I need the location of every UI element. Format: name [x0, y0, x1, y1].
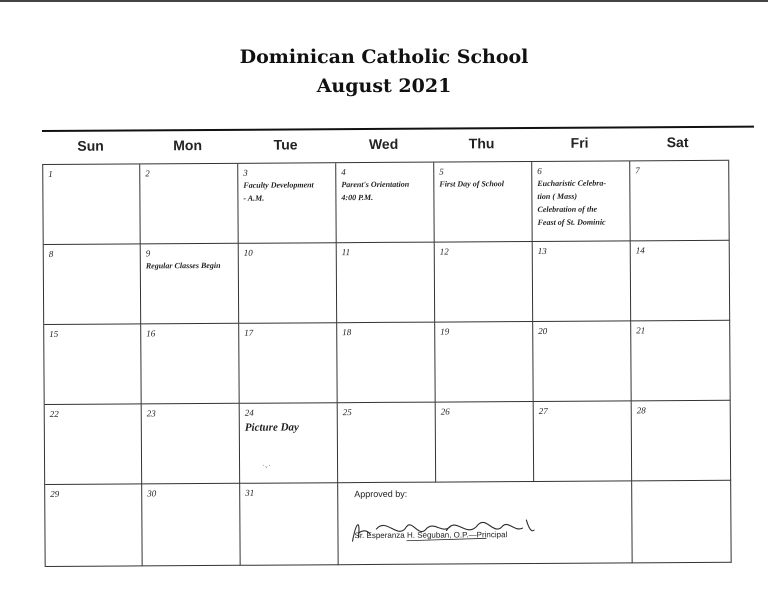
- day-cell: [630, 161, 729, 242]
- day-cell: [240, 403, 338, 484]
- day-cell: [434, 162, 532, 243]
- day-cell: [44, 244, 141, 325]
- approved-by-label: Approved by:: [354, 488, 408, 500]
- event-text: Picture Day: [244, 421, 299, 434]
- event-text: Celebration of the: [537, 204, 598, 214]
- day-cell: [338, 403, 436, 484]
- day-cell: [141, 324, 239, 405]
- day-number: 19: [440, 326, 450, 337]
- day-number: 28: [636, 405, 646, 416]
- day-cell: [239, 323, 337, 404]
- empty-cell: [534, 481, 632, 564]
- day-cell: [43, 164, 140, 245]
- day-cell: [533, 321, 631, 402]
- day-cell: [140, 164, 238, 245]
- day-number: 21: [636, 325, 646, 336]
- day-cell: [435, 242, 533, 323]
- day-number: 11: [341, 247, 351, 258]
- scan-edge: [0, 0, 768, 2]
- day-number: 31: [245, 487, 255, 498]
- day-number: 7: [635, 165, 640, 176]
- day-number: 29: [50, 488, 60, 499]
- day-number: 3: [243, 167, 248, 178]
- weekday-sat: Sat: [666, 134, 689, 151]
- event-text: First Day of School: [439, 179, 505, 189]
- day-cell: [631, 241, 730, 322]
- day-cell: [532, 161, 630, 242]
- weekday-tue: Tue: [273, 136, 298, 153]
- day-cell: [632, 401, 731, 482]
- weekday-fri: Fri: [570, 134, 589, 151]
- stray-mark: ·ᵥ·: [262, 461, 272, 470]
- event-text: Parent's Orientation: [341, 179, 410, 190]
- principal-name: Sr. Esperanza H. Seguban, O.P.—Principal: [354, 530, 508, 541]
- day-cell: [533, 241, 631, 322]
- calendar-top-rule: [42, 126, 754, 132]
- day-cell: [238, 163, 336, 244]
- day-cell: [337, 243, 435, 324]
- day-cell: [142, 404, 240, 485]
- day-number: 20: [538, 325, 548, 336]
- day-number: 30: [147, 488, 157, 499]
- approval-block: [338, 482, 534, 565]
- event-text: Faculty Development: [243, 180, 314, 190]
- day-cell: [336, 163, 434, 244]
- day-number: 17: [244, 327, 254, 338]
- calendar: [42, 126, 757, 566]
- day-number: 4: [341, 167, 346, 178]
- day-cell: [142, 484, 240, 567]
- day-number: 16: [146, 328, 156, 339]
- weekday-sun: Sun: [77, 137, 104, 154]
- day-number: 22: [49, 408, 59, 419]
- day-cell: [239, 243, 337, 324]
- calendar-grid: [42, 160, 731, 567]
- day-number: 15: [49, 328, 59, 339]
- day-number: 8: [48, 248, 54, 259]
- event-text: - A.M.: [243, 193, 265, 203]
- weekday-mon: Mon: [173, 137, 203, 154]
- day-number: 6: [537, 165, 542, 176]
- month-title: August 2021: [316, 75, 452, 97]
- day-cell: [45, 484, 142, 567]
- day-number: 13: [537, 245, 547, 256]
- day-number: 5: [439, 166, 444, 177]
- empty-cell: [632, 481, 731, 564]
- weekday-wed: Wed: [368, 135, 399, 153]
- day-cell: [436, 402, 534, 483]
- day-number: 18: [342, 327, 352, 338]
- day-cell: [631, 321, 730, 402]
- day-cell: [337, 323, 435, 404]
- day-number: 24: [244, 407, 254, 418]
- day-number: 27: [538, 405, 548, 416]
- event-text: Eucharistic Celebra-: [537, 178, 607, 188]
- day-number: 10: [243, 247, 253, 258]
- day-number: 12: [439, 246, 449, 257]
- day-number: 26: [440, 406, 450, 417]
- day-cell: [534, 401, 632, 482]
- event-text: 4:00 P.M.: [341, 192, 374, 203]
- day-number: 25: [342, 407, 352, 418]
- day-cell: [45, 404, 142, 485]
- school-title: Dominican Catholic School: [239, 46, 529, 68]
- day-cell: [44, 324, 141, 405]
- weekday-thu: Thu: [468, 135, 495, 152]
- event-text: Feast of St. Dominic: [537, 217, 606, 227]
- day-number: 2: [145, 168, 150, 179]
- day-number: 14: [635, 245, 645, 256]
- day-number: 1: [48, 168, 53, 179]
- event-text: tion ( Mass): [537, 191, 578, 201]
- day-cell: [141, 244, 239, 325]
- event-text: Regular Classes Begin: [145, 260, 221, 271]
- day-number: 9: [145, 248, 151, 259]
- day-cell: [240, 483, 338, 566]
- day-number: 23: [146, 408, 156, 419]
- day-cell: [435, 322, 533, 403]
